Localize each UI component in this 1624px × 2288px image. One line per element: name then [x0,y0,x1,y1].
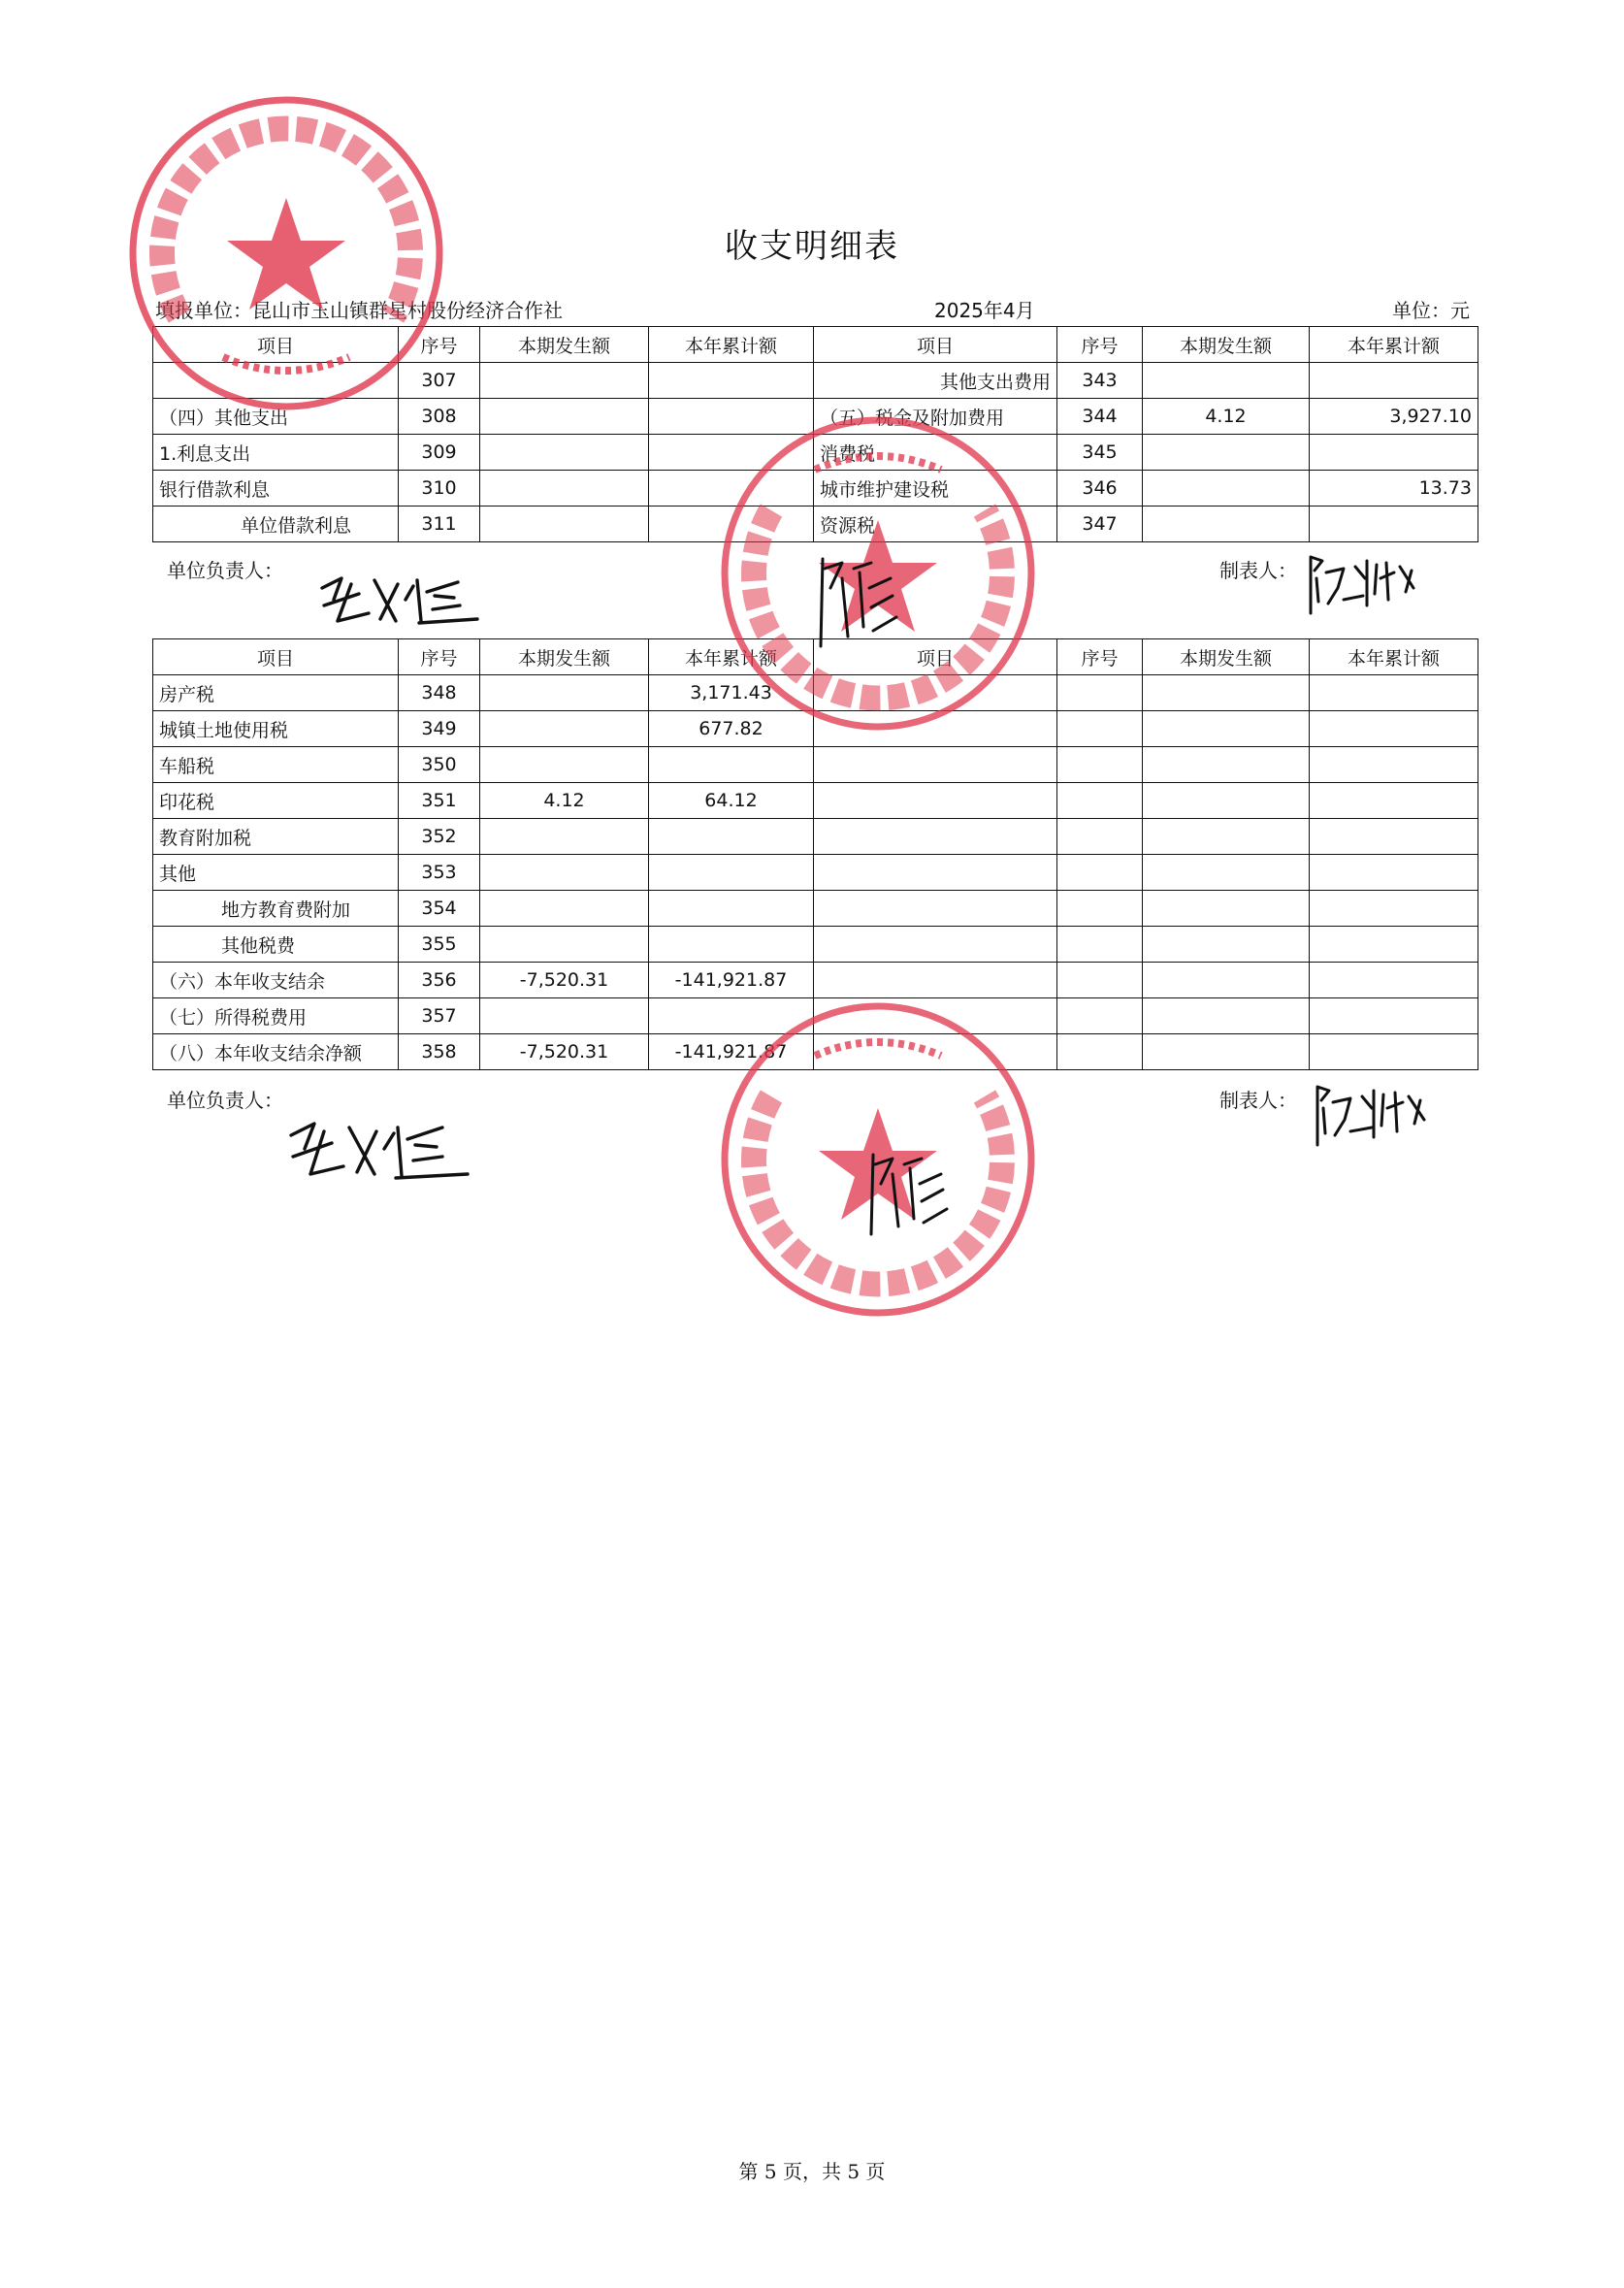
current-cell [480,891,649,927]
no-cell: 347 [1057,507,1143,542]
no-cell: 310 [399,471,480,507]
current-cell [480,711,649,747]
ytd-cell [1310,435,1478,471]
col-header-current: 本期发生额 [1143,639,1310,675]
item-cell: （六）本年收支结余 [153,963,399,998]
report-period: 2025年4月 [934,299,1035,322]
page-title: 收支明细表 [725,227,899,266]
current-cell [1143,507,1310,542]
no-cell: 307 [399,363,480,399]
item-cell: 城镇土地使用税 [153,711,399,747]
item-cell: 教育附加税 [153,819,399,855]
item-cell: 资源税 [814,507,1057,542]
table-row [153,747,1478,783]
page-footer: 第 5 页，共 5 页 [738,2160,886,2183]
item-cell: 银行借款利息 [153,471,399,507]
cooperative-seal [126,93,446,413]
no-cell: 349 [399,711,480,747]
no-cell: 343 [1057,363,1143,399]
current-cell [1143,435,1310,471]
current-cell [480,471,649,507]
preparer-signature [1305,549,1421,617]
no-cell: 353 [399,855,480,891]
item-cell: 车船税 [153,747,399,783]
item-cell: （五）税金及附加费用 [814,399,1057,435]
current-cell [480,435,649,471]
no-cell: 345 [1057,435,1143,471]
preparer-label: 制表人： [1219,1089,1297,1112]
item-cell: 其他 [153,855,399,891]
col-header-no: 序号 [399,639,480,675]
current-cell [480,507,649,542]
no-cell: 348 [399,675,480,711]
current-cell [1143,471,1310,507]
item-cell: 1.利息支出 [153,435,399,471]
ytd-cell: 64.12 [649,783,814,819]
current-cell: 4.12 [1143,399,1310,435]
no-cell: 350 [399,747,480,783]
col-header-ytd: 本年累计额 [1310,327,1478,363]
col-header-no: 序号 [399,327,480,363]
ytd-cell [649,855,814,891]
ytd-cell [1310,363,1478,399]
col-header-current: 本期发生额 [480,639,649,675]
current-cell [480,399,649,435]
item-cell: 地方教育费附加 [153,891,399,927]
current-cell [480,927,649,963]
responsible-signature [312,571,487,627]
currency-unit: 单位：元 [1392,299,1470,322]
item-cell: 消费税 [814,435,1057,471]
ytd-cell: -141,921.87 [649,963,814,998]
current-cell [480,675,649,711]
col-header-item: 项目 [153,327,399,363]
ytd-cell [649,747,814,783]
ytd-cell [649,819,814,855]
col-header-no: 序号 [1057,327,1143,363]
ytd-cell [649,891,814,927]
no-cell: 354 [399,891,480,927]
item-cell: 其他支出费用 [814,363,1057,399]
responsible-label: 单位负责人： [167,559,283,582]
current-cell [1143,363,1310,399]
ytd-cell: -141,921.87 [649,1034,814,1070]
table-row [153,819,1478,855]
ytd-cell: 677.82 [649,711,814,747]
item-cell: 印花税 [153,783,399,819]
ytd-cell: 3,171.43 [649,675,814,711]
no-cell: 344 [1057,399,1143,435]
preparer-label: 制表人： [1219,559,1297,582]
current-cell [480,363,649,399]
col-header-ytd: 本年累计额 [1310,639,1478,675]
table-row [153,963,1478,998]
no-cell: 357 [399,998,480,1034]
no-cell: 355 [399,927,480,963]
no-cell: 351 [399,783,480,819]
no-cell: 352 [399,819,480,855]
item-cell: （七）所得税费用 [153,998,399,1034]
ytd-cell: 13.73 [1310,471,1478,507]
item-cell: （八）本年收支结余净额 [153,1034,399,1070]
no-cell: 309 [399,435,480,471]
current-cell: -7,520.31 [480,1034,649,1070]
current-cell [480,819,649,855]
table-row [153,855,1478,891]
supervisor-signature [863,1145,951,1242]
table-row [153,891,1478,927]
table-row [153,783,1478,819]
table-row [153,927,1478,963]
no-cell: 308 [399,399,480,435]
ytd-cell [649,927,814,963]
ytd-cell [649,363,814,399]
item-cell: 城市维护建设税 [814,471,1057,507]
item-cell: 房产税 [153,675,399,711]
no-cell: 358 [399,1034,480,1070]
current-cell [480,855,649,891]
col-header-current: 本期发生额 [1143,327,1310,363]
col-header-ytd: 本年累计额 [649,327,814,363]
responsible-signature [281,1116,475,1182]
col-header-item: 项目 [814,327,1057,363]
current-cell: 4.12 [480,783,649,819]
current-cell: -7,520.31 [480,963,649,998]
current-cell [480,998,649,1034]
reporting-unit: 填报单位：昆山市玉山镇群星村股份经济合作社 [155,299,563,322]
responsible-label: 单位负责人： [167,1089,283,1112]
no-cell: 346 [1057,471,1143,507]
preparer-signature [1312,1079,1432,1149]
col-header-no: 序号 [1057,639,1143,675]
item-cell: 其他税费 [153,927,399,963]
col-header-item: 项目 [814,639,1057,675]
ytd-cell: 3,927.10 [1310,399,1478,435]
current-cell [480,747,649,783]
item-cell: 单位借款利息 [153,507,399,542]
no-cell: 311 [399,507,480,542]
supervisor-signature [813,549,900,656]
item-cell: （四）其他支出 [153,399,399,435]
no-cell: 356 [399,963,480,998]
col-header-ytd: 本年累计额 [649,639,814,675]
col-header-current: 本期发生额 [480,327,649,363]
ytd-cell [1310,507,1478,542]
col-header-item: 项目 [153,639,399,675]
